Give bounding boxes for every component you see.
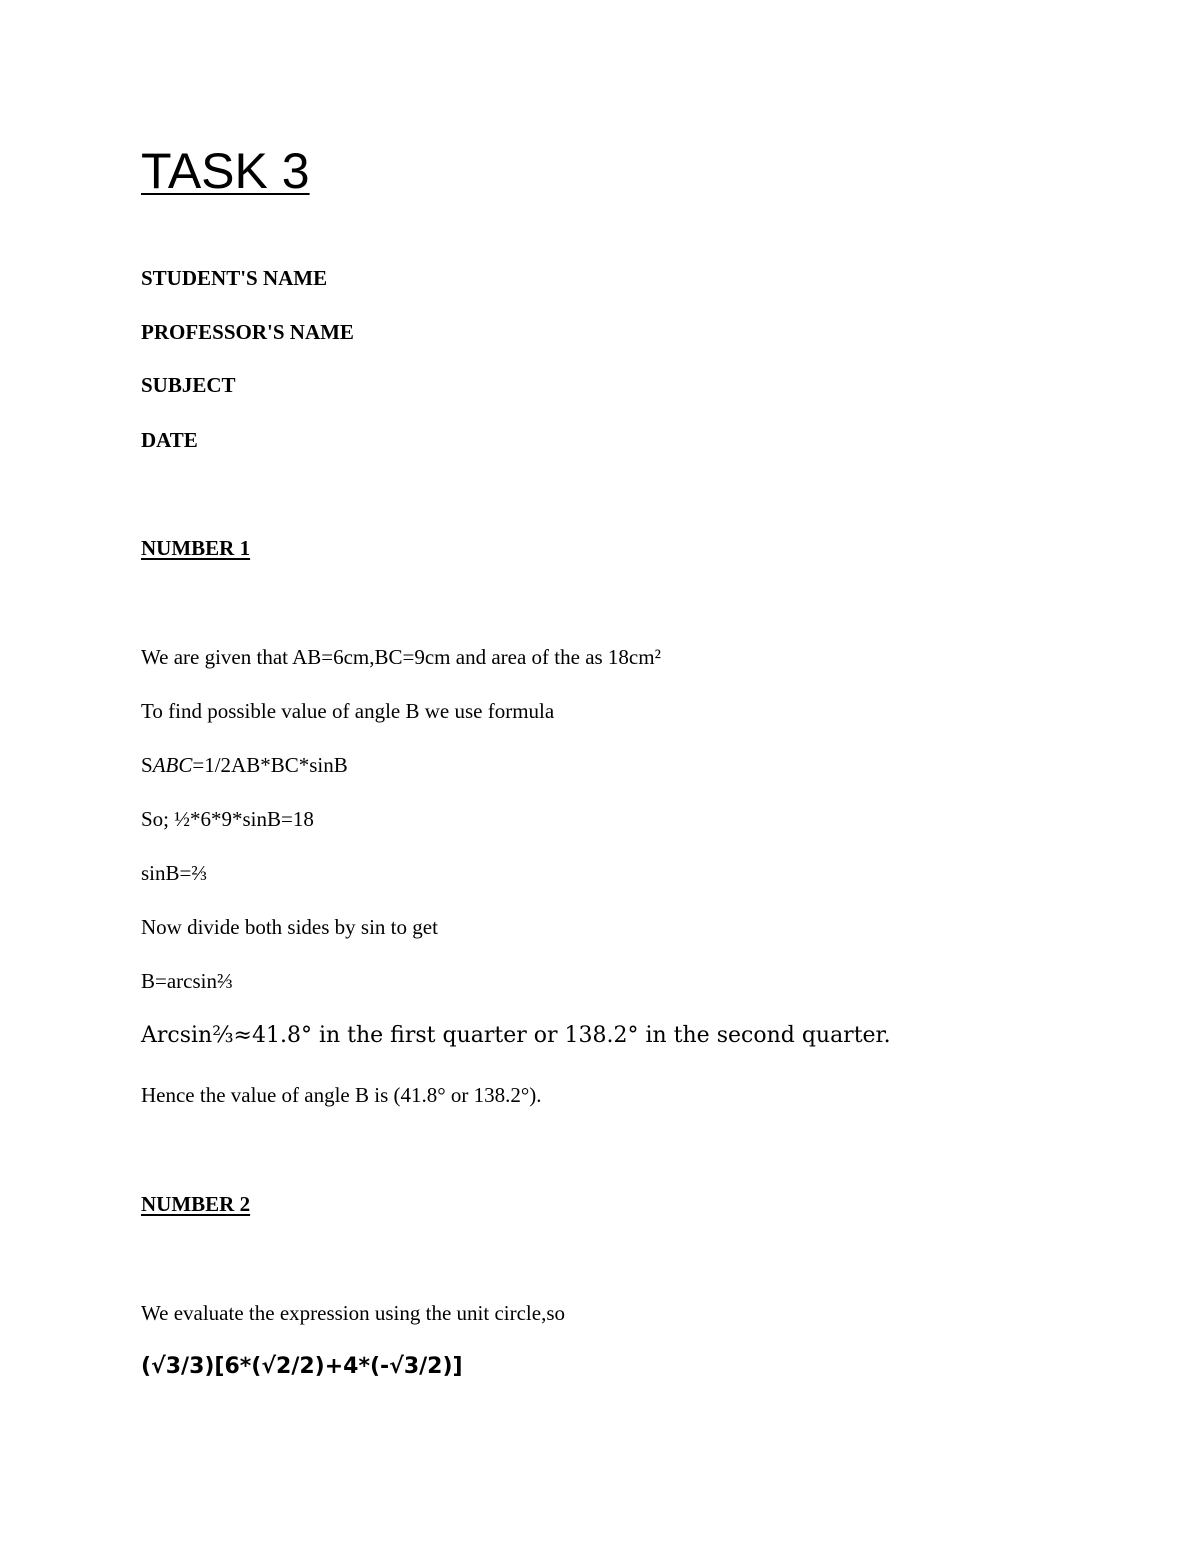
step-sinb-value: sinB=⅔	[141, 861, 208, 885]
section-heading-number-1: NUMBER 1	[141, 536, 251, 560]
area-formula-prefix: S	[141, 753, 153, 777]
given-text: We are given that AB=6cm,BC=9cm and area of the as 18cm²	[141, 645, 661, 669]
step-substitution: So; ½*6*9*sinB=18	[141, 807, 314, 831]
conclusion-text: Hence the value of angle B is (41.8° or 138.2°).	[141, 1083, 542, 1107]
section-heading-number-2: NUMBER 2	[141, 1192, 251, 1216]
step-divide-text: Now divide both sides by sin to get	[141, 915, 438, 939]
document-title: TASK 3	[141, 143, 310, 199]
area-formula-abc: ABC	[152, 753, 193, 777]
area-formula	[141, 753, 348, 778]
formula-intro-text: To find possible value of angle B we use formula	[141, 699, 555, 723]
step-arcsin: B=arcsin⅔	[141, 969, 233, 993]
unit-circle-intro-text: We evaluate the expression using the unit circle,so	[141, 1301, 566, 1325]
expression-text: (√3/3)[6*(√2/2)+4*(-√3/2)]	[141, 1354, 463, 1379]
student-name-label: STUDENT'S NAME	[141, 266, 328, 290]
area-formula-rest: =1/2AB*BC*sinB	[192, 753, 348, 777]
subject-label: SUBJECT	[141, 373, 236, 397]
professor-name-label: PROFESSOR'S NAME	[141, 320, 354, 344]
date-label: DATE	[141, 428, 198, 452]
step-angle-values: Arcsin⅔≈41.8° in the first quarter or 138.2° in the second quarter.	[141, 1023, 891, 1048]
